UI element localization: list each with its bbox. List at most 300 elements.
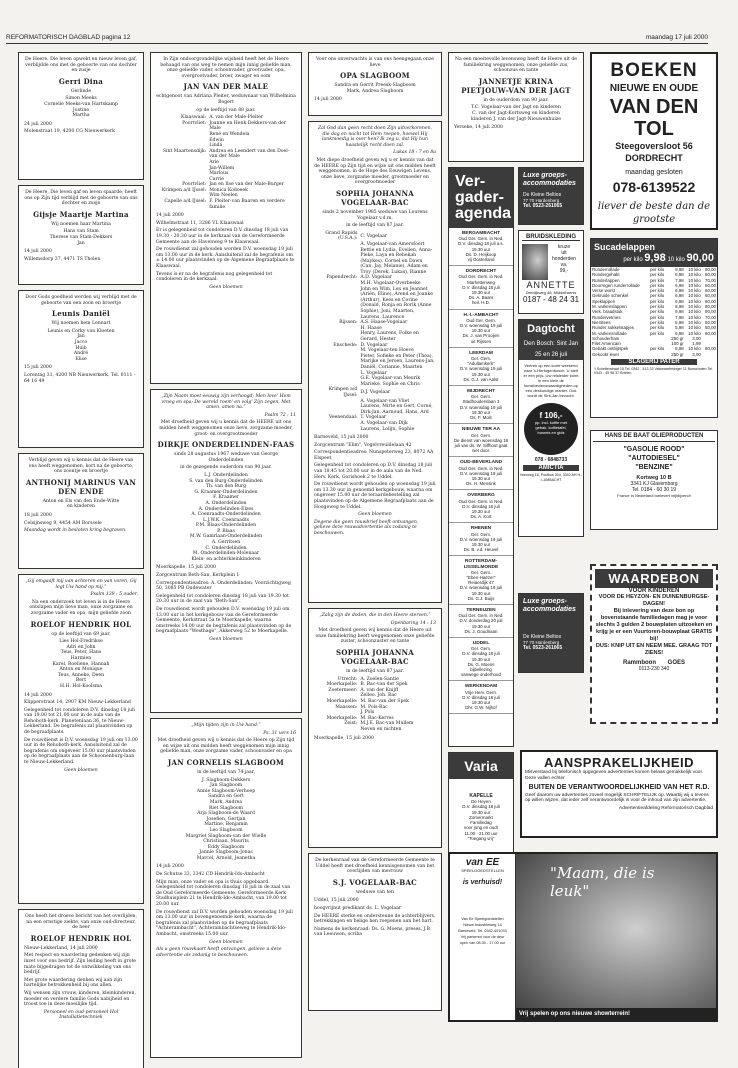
family-member: Josefien, Gertjan: [206, 816, 246, 822]
family-row: [314, 231, 436, 242]
price-cell: Gebakt ontbijtspek: [592, 346, 629, 352]
notice-intro: Met droefheid geven wij u kennis dat de Heere op Zijn tijd en wijze uit ons midden heeft weggenomen mijn innig geliefde man, onze zorgzame vader, schoonvader en opa: [157, 738, 295, 755]
family-names: M. Vogelaar-ten Hoeve: [360, 348, 414, 354]
bruid-line: va.: [560, 262, 568, 268]
notice-date: 14 juli 2000: [156, 864, 184, 870]
bruid-line: uit: [561, 250, 567, 256]
notice-body: Met grote waardering denken wij aan zijn hartelijke betrokkenheid bij ons allen.: [24, 977, 122, 989]
notice-leunis: [18, 290, 144, 448]
price-cell: 10 kilo: [688, 325, 701, 331]
family-place: Krimpen a/d IJssel:: [328, 387, 358, 398]
agenda-item-line: D.V. dinsdag 18 juli: [462, 694, 500, 700]
waardebon-ad: [590, 564, 718, 724]
notice-intro: De Heere. Die leven opwekt en nieuw leven gaf, verblijdde ons met de geboorte van ons dochter en zusje: [24, 57, 138, 74]
agenda-item-line: Ds. A. Baars: [468, 295, 494, 301]
luxe-addr-1: 77 70 Hardenberg: [523, 198, 560, 203]
price-cell: 60,00: [705, 330, 716, 336]
agenda-item-line: Ger. Gem.: [470, 646, 492, 652]
vanee-line: Barneveld, Tel. 0342-401033: [458, 929, 507, 933]
price-cell: per kilo: [650, 267, 665, 272]
notice-quote: „Gij omgaaft mij van achteren en van voren, Gij legt Uw hand op mij.”: [25, 579, 137, 590]
notice-age: in de ouderdom van 90 jaar.: [483, 97, 549, 103]
page-header: [6, 32, 708, 44]
family-member: Bert: [75, 678, 87, 684]
notice-age: op de leeftijd van 69 jaar.: [51, 631, 111, 637]
family-place: Veenendaal:: [328, 415, 358, 421]
family-place: [314, 331, 360, 342]
agenda-item-line: 19.30 uur: [471, 623, 491, 629]
price-cell: 60,00: [705, 272, 716, 278]
agenda-item-line: Ds. G. Moens: [467, 661, 495, 667]
notice-close: Geen bloemen: [358, 512, 392, 518]
notice-age: op de leeftijd van 88 jaar.: [196, 107, 256, 113]
notice-family: [314, 83, 436, 94]
luxe-sub-2: De Kleine Beltios: [523, 634, 562, 640]
varia-line: 11.00 - 21.00 uur: [464, 830, 498, 836]
agenda-item-line: Ds. F. Mols: [470, 415, 492, 421]
agenda-item-line: heil. H.D.: [471, 300, 491, 306]
column-5: [590, 52, 718, 729]
family-place: Enschede:: [333, 342, 358, 348]
price-cell: 3,00: [692, 351, 701, 357]
price-cell: 90,00: [705, 309, 716, 315]
luxe-addr-2: 77 70 Hardenberg: [523, 640, 560, 645]
agenda-item-line: D.V. dinsdag 18 juli a.s.: [458, 241, 504, 247]
family-names: Monica Kodoeek: [209, 187, 248, 193]
notice-intro: Verblijd geven wij u kennis dat de Heere van ons heeft weggenomen, kort na de geboorte, ons zoontje en broertje: [28, 458, 134, 475]
aans-l1: Misverstand bij telefonisch opgegeven advertenties komen helaas gemakkelijk voor. Deze vallen echter: [525, 770, 704, 781]
notice-body: Gelegenheid tot condoleren D.V. dinsdag 18 juli van 19.00 tot 21.00 uur in de aula van de Rehoboth-kerk, Planetenlaan 36, te Nieuw-Lekkerland. De begrafenis zal plaatsvinden op de begraafplaats.: [24, 707, 136, 736]
notice-date: 15 juli 2000: [24, 365, 52, 371]
notice-name: SOPHIA JOHANNA VOGELAAR-BAC: [335, 188, 415, 207]
price-cell: Runder sukkelstapjes: [592, 325, 634, 331]
notice-address: Willemsdorp 37, 4471 TS Tholen: [24, 256, 101, 262]
notice-family: [24, 229, 138, 246]
olie-product: "GASOLIE ROOD": [623, 446, 685, 453]
notice-age: in de leeftijd van 87 jaar.: [346, 668, 404, 674]
agenda-item-line: Ger. Gem.: [470, 432, 492, 438]
family-member: P. Blaas: [217, 528, 235, 534]
agenda-item-line: Oud Ger. Gem. in Ned.: [458, 465, 504, 471]
notice-name: Gijsje Maartje Martina: [33, 209, 129, 219]
notice-date: 18 juli 2000: [24, 512, 52, 518]
agenda-item-name: ROTTERDAM-IJSSELMONDE: [463, 559, 499, 570]
agenda-item-name: DORDRECHT: [465, 269, 497, 275]
price-cell: 9,98: [675, 309, 684, 315]
notice-body: Namens de kerkenraad: Ds. G. Moens, preses, J.B. van Leeuwen, scriba: [314, 926, 432, 938]
notice-family: [24, 639, 138, 689]
price-cell: 6,98: [675, 272, 684, 278]
price-cell: 50,00: [705, 325, 716, 331]
agenda-item-name: H.-I.-AMBACHT: [463, 312, 499, 318]
family-member: C. Onderdelinden: [205, 545, 247, 551]
family-names: A. Zoelen-Santie: [360, 676, 399, 682]
agenda-item-line: "Eben-Haëzer": [466, 574, 496, 580]
bruid-name: ANNETTE: [526, 280, 576, 290]
agenda-item-name: OUD-BEVERLAND: [459, 460, 503, 466]
agenda-item-line: Ds. G.J. van Aalst: [463, 376, 499, 382]
agenda-item-line: Ds. G.J. Buijs: [467, 595, 495, 601]
family-names: D.J. Vogelaar: [360, 390, 391, 396]
price-cell: 10 kilo: [688, 314, 701, 320]
agenda-item: [449, 228, 513, 266]
family-names: F. Pleiter-van Baaren en verdere familie: [209, 199, 285, 210]
agenda-item-line: Ger. Gem.: [470, 356, 492, 362]
family-member: Christiaan, Maurits: [203, 839, 249, 845]
notice-date: 14 juli 2000: [156, 213, 184, 219]
family-member: Martha: [72, 113, 90, 119]
agenda-item: [449, 605, 513, 638]
family-place: Moerkapelle:: [326, 715, 358, 721]
luxe-phone-2: Tel. 0523-261065: [523, 645, 563, 651]
family-row: [314, 331, 436, 342]
agenda-item: [449, 348, 513, 386]
family-member: Teus, Peter, Hans: [60, 650, 102, 656]
price-cell: 8,98: [675, 304, 684, 310]
notice-address: Klipperstraat 14, 2907 KM Nieuw-Lekkerland: [24, 700, 131, 706]
notice-quote-ref: Ps. 31 vers 16: [263, 730, 296, 736]
family-member: Jacco: [74, 339, 88, 345]
family-names: A. van der Knijff: [360, 687, 399, 693]
bruid-line: honderden: [552, 256, 576, 262]
family-member: Hans van Stam: [63, 229, 99, 235]
notice-family: [24, 329, 138, 363]
dagtocht-sub: Den Bosch: Sint Jan: [519, 338, 583, 350]
aans-foot: Advertentieafdeling Reformatorisch Dagblad: [618, 806, 713, 812]
family-member: Eddy Slagboom: [207, 844, 245, 850]
agenda-item-line: D.V. woensdag 19 juli: [459, 404, 503, 410]
boeken-script: liever de beste dan de grootste: [597, 201, 711, 225]
notice-quote-ref: Lukas 18 : 7 en 8a: [393, 150, 436, 156]
family-names: A. van der Male-Pleiter: [209, 115, 264, 121]
notice-sub: weduwe van ten: [356, 889, 394, 895]
family-member: Therese van Stam-Dekkers: [49, 234, 113, 240]
family-names: René en Wendela: [209, 131, 250, 137]
notice-jannetje: [448, 52, 584, 162]
price-cell: M. varkenslappen: [592, 304, 627, 310]
notice-address: Molenstraat 19, 4200 CG Nieuwerkerk: [24, 129, 115, 135]
agenda-item: [449, 310, 513, 348]
notice-name: ROELOF HENDRIK HOL: [30, 619, 132, 629]
family-table: [314, 231, 436, 432]
price-cell: per kilo: [650, 277, 665, 283]
family-place: [314, 248, 360, 276]
price-cell: 6,98: [675, 293, 684, 299]
olie-addr1: Kortweg 10 B: [636, 475, 672, 481]
family-names: A. Vogelaar-van Dijk: [360, 420, 408, 426]
notice-note: Maandag wordt in besloten kring begraven.: [24, 528, 127, 534]
price-cell: Runderlappen: [592, 277, 620, 283]
family-member: en kinderen: [67, 504, 95, 510]
agenda-item: [449, 424, 513, 457]
notice-quote: „Zijn Naam moet eeuwig zijn verhoogd; Men love' Hem vroeg en spa; De wereld roem' en volg' Zijn zegen, Met amen, amen na.”: [161, 394, 291, 411]
notice-intro: Door Gods goedheid werden wij verblijd met de geboorte van een zoon en broertje: [25, 295, 137, 306]
notice-name: JAN VAN DER MALE: [183, 82, 269, 92]
price-cell: 10 kilo: [688, 293, 701, 299]
family-member: Huib: [75, 345, 87, 351]
agenda-item-line: Dhr. G.W. Nijhof: [465, 705, 497, 711]
notice-note: Als u geen rouwkaart heeft ontvangen, gelieve u deze advertentie als zodanig te beschouwen.: [156, 947, 282, 958]
agenda-item: [449, 490, 513, 523]
notice-intro: Na een moeitevolle levensweg heeft de Heere uit de familiekring weggenomen, onze geliefde zus, schoonzus en tante: [454, 57, 578, 74]
agenda-item-name: WERKENDAM: [464, 684, 498, 690]
varia-line: "Toegang vrij": [467, 836, 495, 842]
family-member: Harmien: [70, 655, 92, 661]
family-row: [314, 354, 436, 371]
family-member: C. van der Jagt-Kortsweg en kinderen: [472, 110, 560, 116]
price-cell: M. varkensrollade: [592, 330, 627, 336]
family-member: André: [73, 351, 89, 357]
family-member: Klein- en achterkleinkinderen: [191, 556, 261, 562]
family-place: Krimpen a/d IJssel:: [161, 187, 207, 193]
varia-line: D.V. dinsdag 18 juli: [462, 804, 500, 810]
price-cell: 10 kilo: [688, 304, 701, 310]
sucade-price-table: [591, 267, 717, 357]
notice-body: Tevens is er na de begrafenis nog gelegenheid tot condoleren in de kerkzaal.: [156, 271, 273, 283]
maam-foot: Vrij spelen op ons nieuwe showterrein!: [516, 1008, 716, 1020]
agenda-item-line: vanwege onderhoud: [461, 672, 501, 678]
notice-intro: Met diepe droefheid geven wij u er kennis van dat de HEERE op Zijn tijd en wijze uit ons midden heeft weggenomen, in de Hope des Eeuwigen Levens, onze lieve, zorgzame moeder, grootmoeder en overgrootmoeder: [314, 157, 436, 186]
notice-family: [156, 778, 296, 862]
notice-date: Barneveld, 15 juli 2000: [314, 435, 369, 441]
notice-family: [454, 105, 578, 122]
family-place: Utrecht:: [337, 676, 358, 682]
family-row: [314, 427, 436, 433]
family-member: Anton en Els van den Ende-Witte: [42, 498, 120, 504]
notice-intro: De Heere, Die leven gaf en leven spaarde, heeft ons op Zijn tijd verblijd met de geboorte van ons dochter en zusje: [24, 190, 138, 207]
varia-line: De Heyen: [471, 799, 491, 804]
agenda-item-line: D.V. dinsdag 18 juli: [462, 503, 500, 509]
price-cell: [702, 352, 717, 357]
waardebon-tel: 0113-230 340: [638, 666, 670, 672]
agenda-item-line: "Adullamkerk": [467, 361, 495, 367]
notice-sub: sinds 2 november 1985 weduwe van Lourens Vogelaar v.d.m.: [322, 209, 428, 221]
notice-sub: sinds 28 augustus 1967 weduwe van George Onderdelinden: [174, 452, 278, 463]
notice-body: Mijn man, onze vader en opa is thuis opgebaard. Gelegenheid tot condoleren dinsdag 18 juli in de zaal van de Oud Gereformeerde Gemeente, Gereformeerde Kerk Stadhuisplein 21 te Hendrik-Ido-Ambacht, van 19.00 tot 20.00 uur.: [156, 879, 291, 908]
family-member: S. van den Burg-Onderdelinden: [189, 478, 263, 484]
agenda-item-line: D.V. dinsdag 18 juli: [462, 284, 500, 290]
family-member: Anton en Monique: [59, 667, 103, 673]
agenda-item-line: Oud Ger. Gem.: [466, 317, 496, 323]
family-names: T. Vogelaar: [360, 415, 387, 421]
vanee-brand: van EE: [465, 857, 500, 868]
price-cell: Gekookt lever: [592, 351, 620, 357]
varia-line: voor jong en oud!: [464, 825, 498, 831]
notice-gijsje: [18, 185, 144, 285]
agenda-item-line: Ds. H. Mensink: [466, 481, 496, 487]
family-member: Arja Slagboom-de Waard: [197, 811, 255, 817]
notice-quote: „Zalig zijn de doden, die in den Heere sterven.”: [319, 613, 431, 618]
slagerij-name: SLAGERIJ PATER: [611, 359, 697, 365]
family-member: Justine: [72, 107, 90, 113]
agenda-item-line: D.V. woensdag 19 juli: [459, 585, 503, 591]
family-names: H. Haase: [360, 325, 382, 331]
notice-age: in de gezegende ouderdom van 90 jaar.: [180, 465, 272, 471]
notice-roelof1: [18, 574, 144, 904]
agenda-item-line: 19.30 uur: [471, 371, 491, 377]
notice-intro: De kerkenraad van de Gereformeerde Gemeente te Uddel heeft met droefheid kennisgenomen van het overlijden van mevrouw: [315, 858, 435, 875]
aansprakelijkheid-ad: [520, 750, 718, 838]
notice-name: Gerri Dina: [58, 76, 104, 86]
family-member: M.W. Gamrlaan-Onderdelinden: [189, 534, 263, 540]
notice-name: ROELOF HENDRIK HOL: [30, 933, 132, 943]
agenda-item-name: RHENEN: [470, 526, 492, 532]
notice-name: ANTHONIJ MARINUS VAN DEN ENDE: [25, 477, 137, 496]
price-cell: 10 kilo: [688, 277, 701, 283]
family-member: L.J. Onderdelinden: [204, 472, 248, 478]
price-cell: 10 kilo: [688, 298, 701, 304]
notice-intro: Na een onderzoek tot leven is in de Heere ontslapen mijn lieve man, onze zorgzame en zorgzame vader en opa, mijn geliefde zoon: [29, 599, 133, 616]
family-place: Klaaswaal:: [181, 115, 207, 121]
notice-name: JAN CORNELIS SLAGBOOM: [167, 757, 285, 767]
price-cell: 6,98: [675, 288, 684, 294]
family-names: Carrie: [209, 176, 225, 182]
price-cell: Doorregen runderrollade: [592, 282, 640, 288]
notice-body: Gelegenheid tot condoleren op D.V. dinsdag 18 juli van 18.45 tot 20.00 uur in de aula van de Ned. Herv. Kerk, Gorishoek 2 te Uddel.: [314, 463, 433, 480]
vanee-line: open van 08.30 - 17.00 uur: [459, 941, 506, 945]
notice-body: Er is gelegenheid tot condoleren D.V. dinsdag 18 juli van 19.30 - 20.30 uur in de kerkzaal van de Gereformeerde Gemeente aan de Havenweg 9 te Klaaswaal.: [156, 228, 289, 245]
family-member: Lies Hol-Fredrikse: [59, 639, 103, 645]
family-table: [156, 115, 296, 210]
family-member: Riet Slagboom: [208, 805, 244, 811]
price-cell: 10 kilo: [688, 288, 701, 294]
family-names: Pieter, Sofieke en Peter (Thea), Marijke en Jeroen, Laurens-Jan, Daniël, Corianne, Maarten: [360, 353, 435, 370]
agenda-item-line: 19.30 uur: [471, 590, 491, 596]
agenda-item-line: Ds. D. Heijkoop: [465, 251, 497, 257]
price-row: [591, 272, 717, 277]
sucade-mid: 10 kilo: [667, 257, 685, 263]
bruid-line: kruze: [557, 244, 571, 250]
price-cell: 6,98: [675, 282, 684, 288]
agenda-item-line: D.V. woensdag 19 juli: [459, 470, 503, 476]
vanee-line: Vrij parkeren voor de deur: [460, 935, 505, 939]
price-cell: Verse worst: [592, 288, 615, 294]
vanee-line: Van Ee Speelgoedstellen: [461, 917, 504, 921]
luxe-ad-1: [518, 167, 584, 225]
agenda-item-line: Oud Ger. Gem. in Ned.: [458, 274, 504, 280]
price-cell: 70,00: [705, 314, 716, 320]
price-cell: per kilo: [650, 325, 665, 331]
price-row: [591, 309, 717, 314]
family-names: Edwin: [209, 137, 224, 143]
agenda-item-line: D.V. woensdag 19 juli: [459, 366, 503, 372]
family-table: [314, 677, 436, 733]
notice-sophia2: [308, 608, 442, 848]
bruidskleding-ad: [518, 230, 584, 314]
agenda-item: [449, 556, 513, 605]
aans-title: AANSPRAKELIJKHEID: [543, 755, 695, 770]
column-3: [308, 52, 442, 1016]
notice-name: JANNETJE KRINA PIETJOUW-VAN DER JAGT: [461, 76, 571, 95]
notice-body: Gelegenheid tot condoleren dinsdag 18 juli van 19.30 tot 20.30 uur in de zaal van "Beth-San".: [156, 593, 289, 605]
price-row: [591, 293, 717, 298]
family-row: [156, 149, 296, 160]
agenda-item-name: LEERDAM: [469, 350, 493, 356]
family-row: [314, 404, 436, 415]
family-place: Papendrecht:: [326, 275, 358, 281]
family-place: Rijssen:: [339, 320, 358, 326]
family-member: Annie Slagboom-Verhoep: [196, 788, 256, 794]
price-cell: Rundergehakt: [592, 272, 620, 278]
family-names: Laurens, Mirte en Gert, Corné, Dirk-Jan, Aarnoud, Hans, Ard: [360, 404, 433, 415]
column-2: [150, 52, 302, 1063]
notice-quote: „Mijn tijden zijn in Uw hand.”: [191, 723, 261, 728]
dagtocht-body: Vertrek op een korte weekend naar 's-Hertogenbosch. U stelt er een prijs. Uw reisleider komt in een klein de kunstbezienswaardigheden op een deskundige manier. Ook wordt de Sint-Jan bezocht.: [523, 363, 579, 398]
boeken-sub: NIEUWE EN OUDE: [609, 83, 699, 94]
family-member: Simon Meeks: [65, 96, 97, 102]
price-cell: Nierstees: [592, 319, 611, 325]
notice-close: Geen bloemen: [209, 284, 243, 290]
aans-l3: Geef daarom uw advertenties zoveel mogelijk SCHRIFTELIJK op. Waarbij wij u tevens op willen wijzen, dat ieder zelf verantwoordelijk is voor de inhoud van zijn advertentie.: [525, 792, 709, 804]
price-cell: per kilo: [650, 288, 665, 294]
family-names: John en Wim, Lex en Jeannet (Ariën, Eline), Arend en Joanke (Arthur), Kees en Corine (Donald, Ronja en Rorik (Anne Sophie), Joni, Maarten, Laurens, Laurence: [360, 286, 433, 320]
maam-quote: "Maam, die is leuk": [550, 864, 655, 900]
family-place: Moerkapelle:: [326, 682, 358, 688]
agenda-item-name: OVERBERG: [467, 493, 495, 499]
agenda-item-line: Reiaerdijk 47: [468, 580, 494, 586]
notice-date: 24 juli 2000: [24, 121, 52, 127]
aans-l2: BUITEN DE VERANTWOORDELIJKHEID VAN HET R.D.: [528, 783, 710, 791]
notice-body: Correspondentieadres: A. Onderdelinden, Voorzichtigweg 50, 3085 PB Oudewater: [156, 580, 291, 592]
vanee-tag: is verhuisd!: [462, 879, 503, 886]
agenda-item-line: 19.30 uur: [471, 475, 491, 481]
waardebon-line: Bij inlevering van deze bon op bovenstaande familiedagen mag je voor slechts 3 gulden 2 bouwplaten uitzoeken en krijg je er een Vuurtoren-bouwplaat GRATIS bij!: [595, 608, 713, 642]
agenda-item-name: BERGAMBACHT: [461, 231, 501, 236]
family-member: F. Kraamer: [213, 495, 239, 501]
family-names: Bettie en Lydia, Evelien, Anna-Pieke, Laya en Rebekah (Maykes), Cornel en Dawn (Can, Jay, Melanie), Adam en Troy (Derek, Lukas), Rianne: [360, 247, 433, 275]
notice-cornelis: [150, 718, 302, 1058]
price-cell: 60,00: [705, 298, 716, 304]
family-names: Linda: [209, 143, 223, 149]
price-cell: 5,98: [675, 319, 684, 325]
varia-ad: [448, 752, 514, 864]
price-cell: per kilo: [650, 314, 665, 320]
agenda-item-line: Ds. J. Goudriaan: [464, 628, 498, 634]
family-member: M. Onderdelinden-Molenaar: [192, 551, 260, 557]
family-member: Adri en John: [66, 644, 96, 650]
notice-sub: Gerlinde: [70, 88, 92, 94]
notice-gerri: [18, 52, 144, 180]
family-row: [156, 121, 296, 132]
waardebon-line: VOOR DE HEYZON- EN DUINENBURGSE-DAGEN!: [598, 594, 710, 607]
family-place: Moerkapelle:: [326, 698, 358, 704]
sucade-big: 90,00: [686, 252, 714, 264]
family-place: Grand Rapids (U.S.A.):: [325, 230, 358, 242]
agenda-item-line: bijbellezing: [470, 667, 492, 673]
family-row: [314, 727, 436, 733]
agenda-item-line: D.V. dinsdag 18 juli: [462, 651, 500, 657]
price-cell: Gekruide schenkel: [592, 293, 629, 299]
price-cell: 90,00: [705, 267, 716, 272]
agenda-item: [449, 266, 513, 309]
family-place: [314, 727, 360, 733]
agenda-item-line: vij Oosterland: [467, 257, 495, 263]
notice-name: Leunis Daniël: [52, 309, 110, 319]
luxe-ad-2: [518, 593, 584, 673]
agenda-item-line: Oud Ger. Gem. in Ned.: [458, 613, 504, 619]
family-place: Sint Maartensdijk:: [162, 148, 207, 154]
family-place: Capelle a/d IJssel:: [164, 199, 207, 205]
price-cell: 3,00: [692, 335, 701, 341]
price-cell: [649, 352, 668, 357]
notice-body: Correspondentieadres: Nunspeterweg 23, 8072 AA Elspeet: [314, 450, 434, 461]
family-names: A.D. Vogelaar: [360, 275, 393, 281]
dagtocht-ad: [518, 319, 584, 537]
agenda-item-name: TERNEUZEN: [466, 607, 496, 613]
olie-ad: [590, 430, 718, 530]
notice-address: Lorentag 31, 4200 NB Nieuwerkerk, Tel. 0111 - 64 16 49: [24, 372, 136, 384]
boeken-street: Steegoversloot 56: [615, 141, 693, 151]
